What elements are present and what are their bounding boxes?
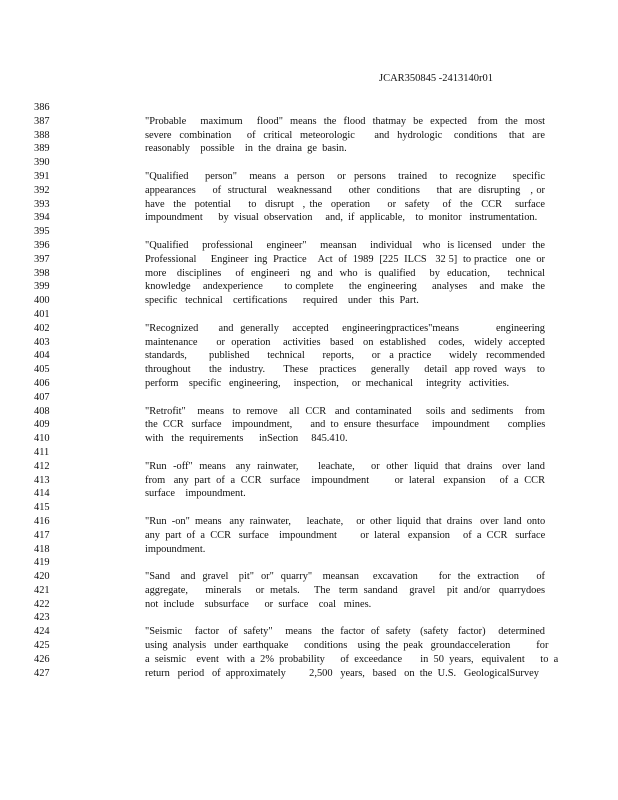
- text-line: "Retrofit" means to remove all CCR and contaminated soils and sediments from: [145, 405, 545, 417]
- text-line: using analysis under earthquake conditions using the peak groundacceleration for: [145, 640, 549, 652]
- line-number: 421: [34, 584, 50, 596]
- line-number: 420: [34, 571, 50, 583]
- text-line: "Qualified professional engineer" meansan individual who is licensed under the: [145, 239, 545, 251]
- text-line: "Probable maximum flood" means the flood thatmay be expected from the most: [145, 115, 545, 127]
- blank-line: [145, 501, 545, 515]
- line-number: 405: [34, 364, 50, 376]
- line-number: 417: [34, 529, 50, 541]
- line-number: 409: [34, 419, 50, 431]
- line-number: 396: [34, 239, 50, 251]
- line-number: 390: [34, 157, 50, 169]
- text-line: knowledge andexperience to complete the engineering analyses and make the: [145, 281, 545, 293]
- text-line: standards, published technical reports, or a practice widely recommended: [145, 350, 545, 362]
- line-number: 398: [34, 267, 50, 279]
- line-number: 407: [34, 391, 50, 403]
- line-number: 425: [34, 640, 50, 652]
- line-number: 400: [34, 295, 50, 307]
- line-number: 426: [34, 653, 50, 665]
- line-number: 386: [34, 102, 50, 113]
- line-number: 395: [34, 226, 50, 238]
- text-line: "Run -off" means any rainwater, leachate, or other liquid that drains over land: [145, 460, 545, 472]
- text-line: "Sand and gravel pit" or" quarry" meansan excavation for the extraction of: [145, 571, 545, 583]
- text-line: not include subsurface or surface coal mines.: [145, 598, 372, 610]
- text-line: "Run -on" means any rainwater, leachate, or other liquid that drains over land onto: [145, 515, 546, 527]
- line-number: 414: [34, 488, 50, 500]
- line-number: 391: [34, 170, 50, 182]
- line-number: 393: [34, 198, 50, 210]
- line-number: 394: [34, 212, 50, 224]
- line-number: 418: [34, 543, 50, 555]
- line-number: 411: [34, 446, 50, 458]
- line-number: 401: [34, 308, 50, 320]
- text-line: maintenance or operation activities based on established codes, widely accepted: [145, 336, 545, 348]
- line-number: 403: [34, 336, 50, 348]
- line-number: 416: [34, 515, 50, 527]
- text-line: severe combination of critical meteorologic and hydrologic conditions that are: [145, 129, 545, 141]
- line-number: 427: [34, 667, 50, 679]
- text-line: throughout the industry. These practices generally detail app roved ways to: [145, 364, 545, 376]
- text-line: specific technical certifications required under this Part.: [145, 295, 419, 307]
- text-line: reasonably possible in the draina ge basin.: [145, 143, 347, 155]
- text-line: return period of approximately 2,500 years, based on the U.S. GeologicalSurvey: [145, 667, 539, 679]
- line-number: 404: [34, 350, 50, 362]
- line-number: 406: [34, 377, 50, 389]
- text-line: the CCR surface impoundment, and to ensure thesurface impoundment complies: [145, 419, 546, 431]
- line-number: 423: [34, 612, 50, 624]
- line-number: 402: [34, 322, 50, 334]
- text-line: from any part of a CCR surface impoundment or lateral expansion of a CCR: [145, 474, 545, 486]
- text-line: impoundment by visual observation and, if applicable, to monitor instrumentation.: [145, 212, 538, 224]
- line-number: 389: [34, 143, 50, 155]
- document-body: [145, 101, 559, 680]
- line-number: 412: [34, 460, 50, 472]
- text-line: aggregate, minerals or metals. The term sandand gravel pit and/or quarrydoes: [145, 584, 545, 596]
- text-line: surface impoundment.: [145, 488, 246, 500]
- text-line: more disciplines of engineeri ng and who is qualified by education, technical: [145, 267, 545, 279]
- blank-line: [145, 556, 545, 570]
- text-line: a seismic event with a 2% probability of exceedance in 50 years, equivalent to a: [145, 653, 559, 665]
- text-line: "Recognized and generally accepted engineeringpractices"means engineering: [145, 322, 545, 334]
- text-line: any part of a CCR surface impoundment or lateral expansion of a CCR surface: [145, 529, 546, 541]
- line-number: 424: [34, 626, 50, 638]
- line-number: 413: [34, 474, 50, 486]
- line-number: 387: [34, 115, 50, 127]
- document-id-header: JCAR350845 -2413140r01: [379, 73, 494, 84]
- line-number: 410: [34, 433, 50, 445]
- blank-line: [145, 225, 545, 239]
- line-number: 392: [34, 184, 50, 196]
- text-line: with the requirements inSection 845.410.: [145, 433, 348, 445]
- line-number: 399: [34, 281, 50, 293]
- line-number-column: [34, 101, 60, 680]
- blank-line: [145, 101, 545, 115]
- line-number: 419: [34, 557, 50, 569]
- line-number: 422: [34, 598, 50, 610]
- text-line: have the potential to disrupt , the operation or safety of the CCR surface: [145, 198, 545, 210]
- text-line: Professional Engineer ing Practice Act of 1989 [225 ILCS 32 5] to practice one or: [145, 253, 545, 265]
- blank-line: [145, 611, 545, 625]
- line-number: 415: [34, 502, 50, 514]
- line-number: 397: [34, 253, 50, 265]
- blank-line: [145, 308, 545, 322]
- text-line: perform specific engineering, inspection, or mechanical integrity activities.: [145, 377, 510, 389]
- text-line: appearances of structural weaknessand other conditions that are disrupting , or: [145, 184, 545, 196]
- text-line: "Seismic factor of safety" means the factor of safety (safety factor) determined: [145, 626, 545, 638]
- line-number: 388: [34, 129, 50, 141]
- text-line: "Qualified person" means a person or persons trained to recognize specific: [145, 170, 545, 182]
- blank-line: [145, 156, 545, 170]
- line-number: 408: [34, 405, 50, 417]
- blank-line: [145, 391, 545, 405]
- blank-line: [145, 446, 545, 460]
- text-line: impoundment.: [145, 543, 206, 555]
